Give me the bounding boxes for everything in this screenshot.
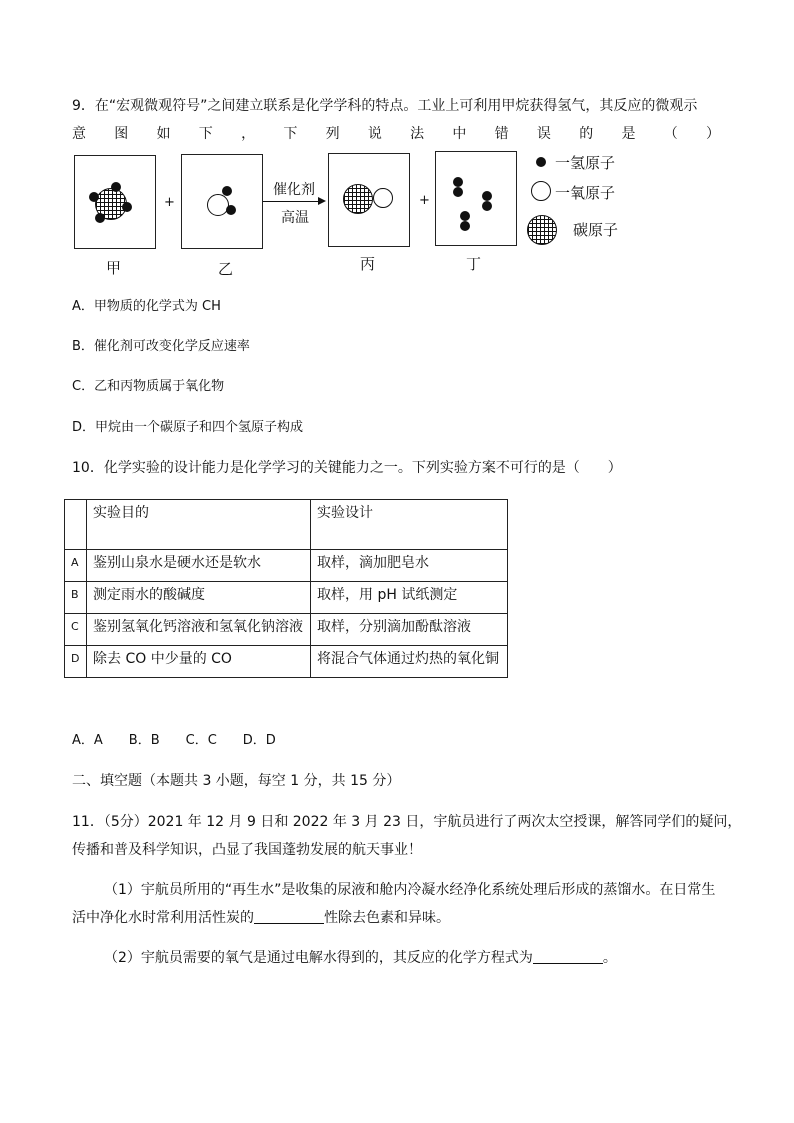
label-jia: 甲 [106, 259, 122, 277]
q9-stem-char: 中 [452, 126, 467, 142]
q9-stem-char: 错 [494, 126, 509, 142]
hydrogen-atom [460, 211, 470, 221]
table-row [65, 646, 508, 678]
arrow-head-icon [318, 197, 326, 205]
q11-stem-line1: 11．（5分）2021 年 12 月 9 日和 2022 年 3 月 23 日，宇航员进行了两次太空授课，解答同学们的疑问， [72, 814, 742, 830]
table-cell: 测定雨水的酸碱度 [87, 582, 311, 614]
q9-stem-char: 列 [325, 126, 340, 142]
table-cell: 取样，用 pH 试纸测定 [311, 582, 508, 614]
answer-blank[interactable] [533, 949, 603, 964]
oxygen-atom [207, 194, 229, 216]
hydrogen-atom [482, 201, 492, 211]
arrow-condition-bottom: 高温 [281, 210, 309, 226]
legend-carbon-label: 碳原子 [573, 221, 619, 239]
q9-stem-char: 图 [114, 126, 129, 142]
q9-stem-char: （ [663, 126, 678, 142]
q10-answer-options: A．A B．B C．C D．D [72, 733, 276, 748]
table-header-cell: 实验设计 [311, 500, 508, 550]
label-ding: 丁 [466, 255, 482, 273]
plus-sign: + [419, 193, 430, 208]
q9-stem-char: ） [705, 126, 720, 142]
label-yi: 乙 [218, 260, 234, 278]
q9-stem-char: 下 [283, 126, 298, 142]
q9-stem-char: 如 [156, 126, 171, 142]
hydrogen-atom [122, 202, 132, 212]
legend-carbon-icon [527, 215, 557, 245]
table-cell: 除去 CO 中少量的 CO [87, 646, 311, 678]
q11-sub1-line1: （1）宇航员所用的“再生水”是收集的尿液和舱内冷凝水经净化系统处理后形成的蒸馏水。在日常生 [104, 882, 716, 898]
table-row [65, 614, 508, 646]
table-header-cell [65, 500, 87, 550]
q9-stem-line1: 9．在“宏观微观符号”之间建立联系是化学学科的特点。工业上可利用甲烷获得氢气，其反应的微观示 [72, 98, 698, 114]
table-row [65, 582, 508, 614]
table-cell: 鉴别山泉水是硬水还是软水 [87, 550, 311, 582]
hydrogen-atom [95, 213, 105, 223]
table-cell: D [65, 646, 87, 678]
hydrogen-atom [460, 221, 470, 231]
table-row [65, 550, 508, 582]
box-yi [181, 154, 263, 249]
table-cell: 取样，分别滴加酚酞溶液 [311, 614, 508, 646]
legend-oxygen-label: 一氧原子 [555, 184, 616, 202]
hydrogen-atom [226, 205, 236, 215]
table-cell: C [65, 614, 87, 646]
answer-blank[interactable] [254, 909, 324, 924]
q11-sub2-text-before: （2）宇航员需要的氧气是通过电解水得到的，其反应的化学方程式为 [104, 950, 533, 966]
q9-stem-char: ， [241, 126, 256, 142]
carbon-atom [343, 184, 373, 214]
hydrogen-atom [453, 177, 463, 187]
hydrogen-atom [89, 192, 99, 202]
q9-option-c: C．乙和丙物质属于氧化物 [72, 379, 225, 394]
q9-stem-char: 误 [536, 126, 551, 142]
box-bing [328, 153, 410, 247]
legend-oxygen-icon [531, 181, 551, 201]
table-cell: B [65, 582, 87, 614]
hydrogen-atom [482, 191, 492, 201]
q9-option-b: B．催化剂可改变化学反应速率 [72, 339, 250, 354]
oxygen-atom [373, 188, 393, 208]
box-ding [435, 151, 517, 246]
box-jia [74, 155, 156, 249]
q9-stem-char: 法 [410, 126, 425, 142]
q9-stem-line2 [72, 124, 720, 144]
legend-hydrogen-icon [536, 157, 546, 167]
q9-stem-char: 说 [367, 126, 382, 142]
hydrogen-atom [222, 186, 232, 196]
q9-option-a: A．甲物质的化学式为 CH [72, 299, 221, 314]
q9-stem-char: 意 [72, 126, 86, 142]
table-cell: A [65, 550, 87, 582]
q11-sub2-text-after: 。 [602, 950, 617, 966]
q9-stem-char: 下 [198, 126, 213, 142]
q11-sub1-text-before: 活中净化水时常利用活性炭的 [72, 910, 254, 926]
table-header-row [65, 500, 508, 550]
table-cell: 鉴别氢氧化钙溶液和氢氧化钠溶液 [87, 614, 311, 646]
q11-stem-line2: 传播和普及科学知识，凸显了我国蓬勃发展的航天事业！ [72, 842, 422, 858]
table-cell: 将混合气体通过灼热的氧化铜 [311, 646, 508, 678]
q9-stem-char: 是 [621, 126, 636, 142]
hydrogen-atom [111, 182, 121, 192]
section-title: 二、填空题（本题共 3 小题，每空 1 分，共 15 分） [72, 773, 401, 789]
legend-hydrogen-label: 一氢原子 [555, 154, 616, 172]
q11-sub2 [104, 948, 617, 968]
hydrogen-atom [453, 187, 463, 197]
q10-stem: 10．化学实验的设计能力是化学学习的关键能力之一。下列实验方案不可行的是（ ） [72, 460, 622, 476]
q9-option-d: D．甲烷由一个碳原子和四个氢原子构成 [72, 420, 304, 435]
label-bing: 丙 [360, 255, 376, 273]
table-cell: 取样，滴加肥皂水 [311, 550, 508, 582]
plus-sign: + [164, 195, 175, 210]
experiment-table [64, 499, 508, 678]
table-header-cell: 实验目的 [87, 500, 311, 550]
arrow-condition-top: 催化剂 [273, 182, 315, 198]
q9-stem-char: 的 [579, 126, 594, 142]
q11-sub1-line2 [72, 908, 450, 928]
q11-sub1-text-after: 性除去色素和异味。 [324, 910, 450, 926]
arrow-line [263, 201, 323, 202]
